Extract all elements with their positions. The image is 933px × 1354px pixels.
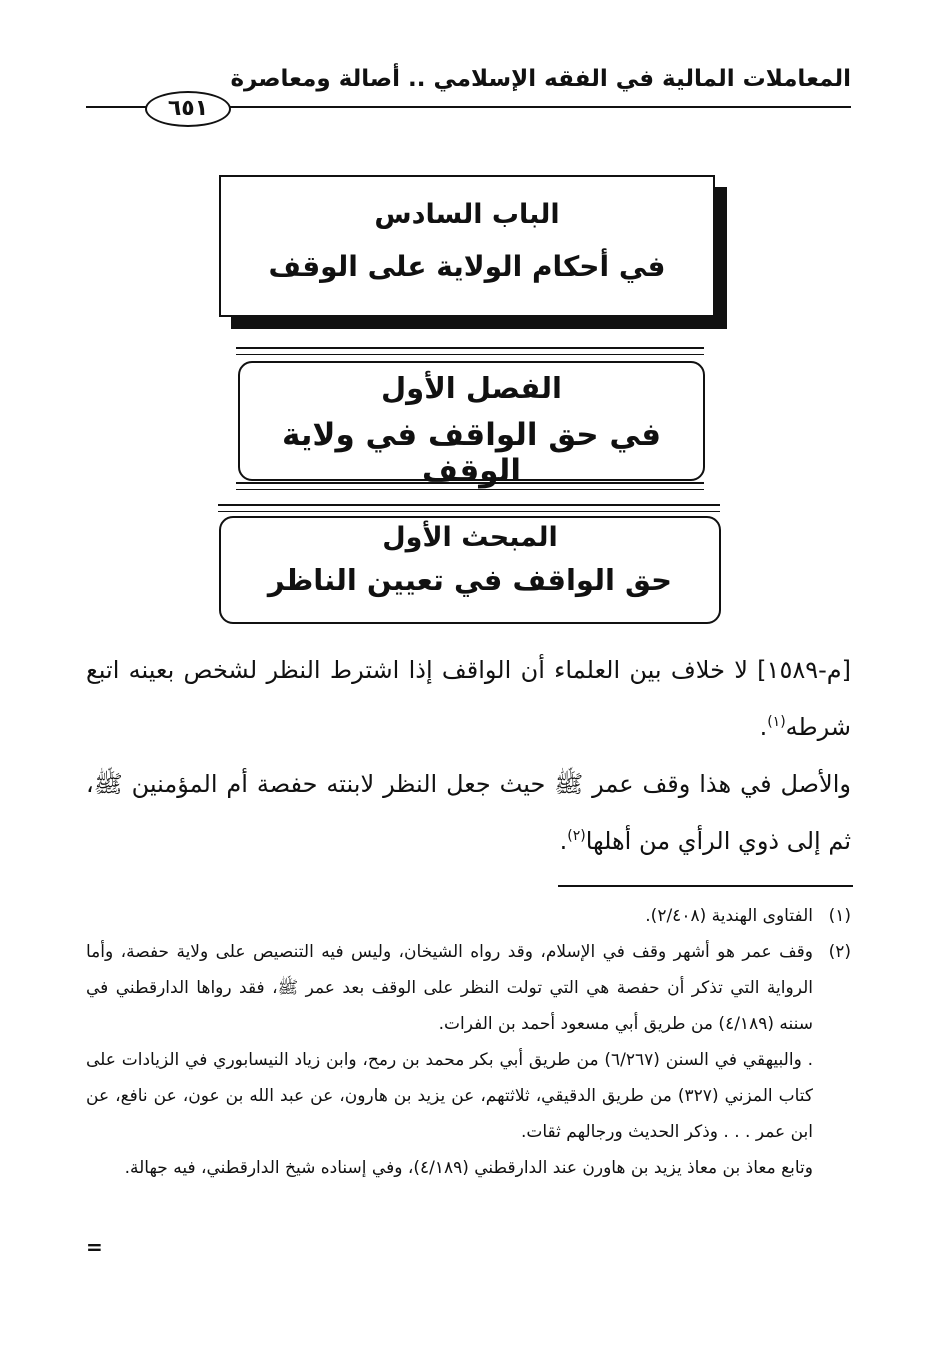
footnote-2-text: وقف عمر هو أشهر وقف في الإسلام، وقد رواه الشيخان، وليس فيه التنصيص على ولاية حفصة، وأما الرواية التي تذكر أن حفصة هي التي تولت النظر على الوقف بعد عمر ﷺ، فقد رواها الدارقطني في سننه (٤/١٨٩) من طريق أبي مسعود أحمد بن الفرات. <box>86 942 813 1034</box>
p1-text: [م-١٥٨٩] لا خلاف بين العلماء أن الواقف إذا اشترط النظر لشخص بعينه اتبع شرطه <box>86 656 851 741</box>
running-header-title: المعاملات المالية في الفقه الإسلامي .. أصالة ومعاصرة <box>230 66 851 92</box>
subsection-title: حق الواقف في تعيين الناظر <box>267 563 673 597</box>
subsection-heading-box <box>219 516 721 624</box>
footnote-1-number: (١) <box>828 906 851 926</box>
footnote-2 <box>86 934 851 1186</box>
body-paragraph-1 <box>86 644 851 753</box>
section-heading-box <box>238 361 705 489</box>
subsection-rule-top <box>218 504 720 512</box>
p2-footnote-ref: (٢) <box>567 828 586 844</box>
section-title: في حق الواقف في ولاية الوقف <box>281 417 662 489</box>
p2-text: والأصل في هذا وقف عمر ﷺ حيث جعل النظر لابنته حفصة أم المؤمنين ﷺ، ثم إلى ذوي الرأي من أهلها <box>86 770 851 855</box>
p2-end: . <box>559 827 568 855</box>
page-number: ٦٥١ <box>145 91 231 127</box>
p1-footnote-ref: (١) <box>767 714 786 730</box>
chapter-title: في أحكام الولاية على الوقف <box>268 250 666 283</box>
footnote-1-text: الفتاوى الهندية (٢/٤٠٨). <box>645 906 813 926</box>
subsection-label: المبحث الأول <box>382 522 558 553</box>
body-paragraph-2 <box>86 758 851 867</box>
footnote-2-number: (٢) <box>828 942 851 962</box>
section-rule-top <box>236 347 704 355</box>
chapter-heading-box <box>219 175 715 317</box>
footnote-continued-mark: = <box>86 1235 103 1259</box>
footnote-1 <box>86 898 851 934</box>
p1-end: . <box>759 713 768 741</box>
footnote-2-paragraph-3: وتابع معاذ بن معاذ يزيد بن هاورن عند الدارقطني (٤/١٨٩)، وفي إسناده شيخ الدارقطني، فيه جهالة. <box>124 1158 813 1178</box>
section-label: الفصل الأول <box>381 371 562 405</box>
chapter-label: الباب السادس <box>374 199 560 230</box>
section-rule-bottom <box>236 482 704 490</box>
footnote-rule <box>558 885 853 887</box>
footnote-2-paragraph-2: . والبيهقي في السنن (٦/٢٦٧) من طريق أبي بكر محمد بن رمح، وابن زياد النيسابوري في الزيادات على كتاب المزني (٣٢٧) من طريق الدقيقي، ثلاثتهم، عن يزيد بن هارون، عن عبد الله بن عون، عن نافع، عن ابن عمر . . . وذكر الحديث ورجالهم ثقات. <box>86 1050 814 1142</box>
footnotes <box>86 898 851 1186</box>
